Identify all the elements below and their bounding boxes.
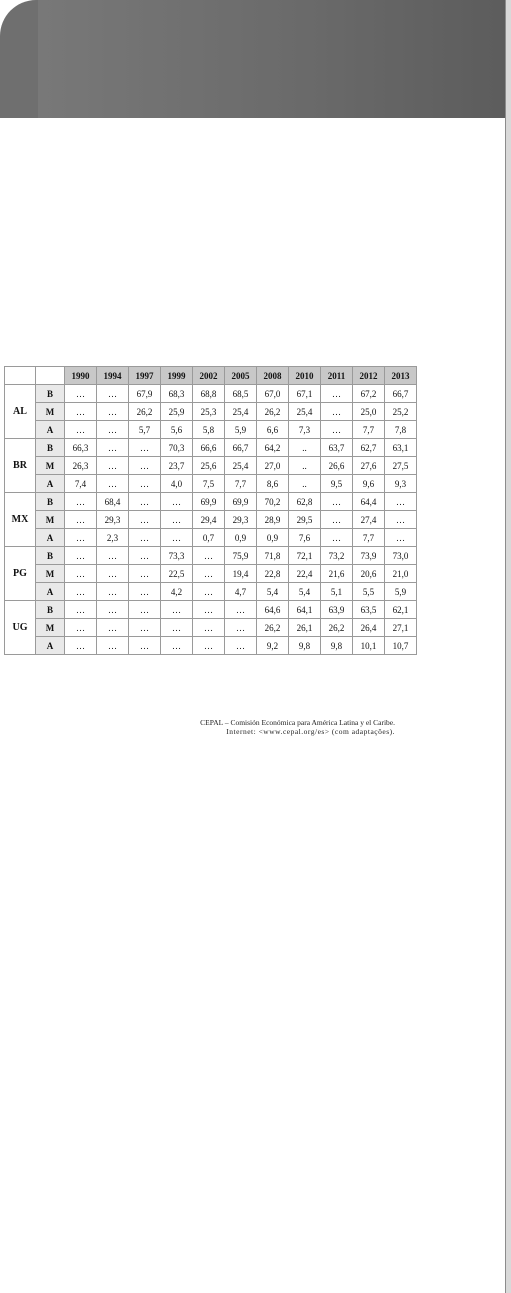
value-cell: …: [97, 403, 129, 421]
value-cell: 68,3: [161, 385, 193, 403]
value-cell: 9,6: [353, 475, 385, 493]
value-cell: …: [321, 529, 353, 547]
table-row: [5, 637, 417, 655]
value-cell: …: [65, 619, 97, 637]
table-row: [5, 619, 417, 637]
data-table: [4, 366, 417, 655]
value-cell: 26,2: [129, 403, 161, 421]
value-cell: 25,4: [225, 457, 257, 475]
value-cell: 0,9: [225, 529, 257, 547]
value-cell: 9,5: [321, 475, 353, 493]
source-line-1: CEPAL – Comisión Económica para América Latina y el Caribe.: [200, 718, 395, 727]
year-header: 1994: [97, 367, 129, 385]
table-row: [5, 421, 417, 439]
header-tab-corner: [0, 0, 38, 118]
value-cell: 29,3: [225, 511, 257, 529]
value-cell: 26,1: [289, 619, 321, 637]
table-body: [5, 385, 417, 655]
value-cell: 25,3: [193, 403, 225, 421]
value-cell: 5,5: [353, 583, 385, 601]
value-cell: …: [129, 439, 161, 457]
value-cell: 62,8: [289, 493, 321, 511]
value-cell: 5,9: [225, 421, 257, 439]
table-row: [5, 457, 417, 475]
value-cell: 20,6: [353, 565, 385, 583]
value-cell: …: [129, 511, 161, 529]
value-cell: ..: [289, 439, 321, 457]
value-cell: 7,7: [225, 475, 257, 493]
year-header: 2002: [193, 367, 225, 385]
value-cell: 23,7: [161, 457, 193, 475]
header-blank-cell: [5, 367, 36, 385]
value-cell: …: [129, 619, 161, 637]
value-cell: 22,5: [161, 565, 193, 583]
year-header: 2013: [385, 367, 417, 385]
level-label: M: [36, 403, 65, 421]
value-cell: …: [161, 619, 193, 637]
value-cell: 25,0: [353, 403, 385, 421]
value-cell: 0,9: [257, 529, 289, 547]
value-cell: …: [321, 403, 353, 421]
value-cell: 25,4: [289, 403, 321, 421]
table-row: [5, 439, 417, 457]
value-cell: …: [129, 457, 161, 475]
value-cell: 68,5: [225, 385, 257, 403]
level-label: B: [36, 439, 65, 457]
value-cell: …: [97, 619, 129, 637]
value-cell: 9,3: [385, 475, 417, 493]
value-cell: 26,2: [321, 619, 353, 637]
value-cell: 5,9: [385, 583, 417, 601]
value-cell: 9,8: [321, 637, 353, 655]
table-row: [5, 583, 417, 601]
value-cell: 25,9: [161, 403, 193, 421]
value-cell: …: [385, 493, 417, 511]
value-cell: 68,8: [193, 385, 225, 403]
value-cell: …: [193, 565, 225, 583]
value-cell: 73,3: [161, 547, 193, 565]
value-cell: …: [65, 547, 97, 565]
value-cell: …: [65, 637, 97, 655]
value-cell: 26,2: [257, 403, 289, 421]
value-cell: 26,3: [65, 457, 97, 475]
level-label: A: [36, 421, 65, 439]
value-cell: 73,2: [321, 547, 353, 565]
value-cell: ..: [289, 457, 321, 475]
header-blank-cell: [36, 367, 65, 385]
value-cell: 63,1: [385, 439, 417, 457]
value-cell: …: [161, 529, 193, 547]
value-cell: 19,4: [225, 565, 257, 583]
value-cell: 28,9: [257, 511, 289, 529]
value-cell: …: [65, 565, 97, 583]
year-header: 1990: [65, 367, 97, 385]
value-cell: …: [129, 637, 161, 655]
level-label: B: [36, 493, 65, 511]
value-cell: 63,9: [321, 601, 353, 619]
value-cell: 70,3: [161, 439, 193, 457]
value-cell: 7,7: [353, 421, 385, 439]
table-row: [5, 547, 417, 565]
value-cell: …: [129, 565, 161, 583]
value-cell: 6,6: [257, 421, 289, 439]
region-label: PG: [5, 547, 36, 601]
value-cell: …: [65, 493, 97, 511]
value-cell: …: [65, 583, 97, 601]
value-cell: …: [129, 601, 161, 619]
value-cell: 7,4: [65, 475, 97, 493]
value-cell: …: [225, 601, 257, 619]
region-label: AL: [5, 385, 36, 439]
level-label: B: [36, 601, 65, 619]
value-cell: 67,2: [353, 385, 385, 403]
value-cell: 0,7: [193, 529, 225, 547]
value-cell: 21,6: [321, 565, 353, 583]
value-cell: …: [385, 529, 417, 547]
value-cell: 64,6: [257, 601, 289, 619]
source-line-2: Internet: <www.cepal.org/es> (com adaptações).: [226, 727, 395, 736]
value-cell: …: [97, 637, 129, 655]
page-edge-strip: [505, 0, 511, 1293]
value-cell: …: [193, 637, 225, 655]
value-cell: 73,9: [353, 547, 385, 565]
value-cell: …: [193, 547, 225, 565]
value-cell: …: [161, 493, 193, 511]
value-cell: 63,5: [353, 601, 385, 619]
value-cell: …: [97, 421, 129, 439]
value-cell: 67,9: [129, 385, 161, 403]
value-cell: …: [161, 511, 193, 529]
value-cell: …: [193, 619, 225, 637]
value-cell: 64,4: [353, 493, 385, 511]
value-cell: 7,8: [385, 421, 417, 439]
region-label: MX: [5, 493, 36, 547]
value-cell: 26,2: [257, 619, 289, 637]
year-header: 2012: [353, 367, 385, 385]
value-cell: 27,6: [353, 457, 385, 475]
value-cell: …: [97, 475, 129, 493]
value-cell: 26,6: [321, 457, 353, 475]
value-cell: …: [97, 583, 129, 601]
value-cell: 7,6: [289, 529, 321, 547]
value-cell: …: [65, 403, 97, 421]
level-label: A: [36, 475, 65, 493]
region-label: UG: [5, 601, 36, 655]
value-cell: …: [129, 547, 161, 565]
value-cell: …: [97, 439, 129, 457]
value-cell: 9,8: [289, 637, 321, 655]
value-cell: 4,0: [161, 475, 193, 493]
value-cell: …: [65, 385, 97, 403]
value-cell: 7,7: [353, 529, 385, 547]
value-cell: …: [97, 547, 129, 565]
value-cell: 64,2: [257, 439, 289, 457]
value-cell: 9,2: [257, 637, 289, 655]
value-cell: …: [129, 529, 161, 547]
value-cell: …: [321, 385, 353, 403]
value-cell: 72,1: [289, 547, 321, 565]
value-cell: 27,5: [385, 457, 417, 475]
level-label: M: [36, 619, 65, 637]
table-row: [5, 565, 417, 583]
table-row: [5, 511, 417, 529]
year-header: 2011: [321, 367, 353, 385]
level-label: B: [36, 385, 65, 403]
value-cell: 10,1: [353, 637, 385, 655]
year-header: 2010: [289, 367, 321, 385]
value-cell: …: [225, 619, 257, 637]
value-cell: 64,1: [289, 601, 321, 619]
value-cell: 22,8: [257, 565, 289, 583]
value-cell: 26,4: [353, 619, 385, 637]
value-cell: 7,5: [193, 475, 225, 493]
value-cell: …: [97, 385, 129, 403]
table-row: [5, 385, 417, 403]
value-cell: 66,7: [225, 439, 257, 457]
year-header: 1999: [161, 367, 193, 385]
value-cell: …: [65, 601, 97, 619]
value-cell: 5,8: [193, 421, 225, 439]
value-cell: …: [321, 421, 353, 439]
value-cell: 29,4: [193, 511, 225, 529]
value-cell: 5,6: [161, 421, 193, 439]
value-cell: …: [97, 601, 129, 619]
value-cell: …: [129, 475, 161, 493]
value-cell: …: [97, 565, 129, 583]
value-cell: …: [321, 511, 353, 529]
value-cell: 27,4: [353, 511, 385, 529]
value-cell: 10,7: [385, 637, 417, 655]
value-cell: 27,0: [257, 457, 289, 475]
level-label: M: [36, 457, 65, 475]
value-cell: 69,9: [225, 493, 257, 511]
value-cell: 2,3: [97, 529, 129, 547]
value-cell: 75,9: [225, 547, 257, 565]
level-label: M: [36, 565, 65, 583]
value-cell: 73,0: [385, 547, 417, 565]
value-cell: …: [321, 493, 353, 511]
value-cell: 69,9: [193, 493, 225, 511]
value-cell: 27,1: [385, 619, 417, 637]
header-band: [0, 0, 511, 118]
value-cell: …: [97, 457, 129, 475]
year-header: 1997: [129, 367, 161, 385]
value-cell: 71,8: [257, 547, 289, 565]
value-cell: 62,1: [385, 601, 417, 619]
table-header-row: [5, 367, 417, 385]
value-cell: …: [65, 511, 97, 529]
value-cell: …: [65, 421, 97, 439]
value-cell: …: [385, 511, 417, 529]
year-header: 2005: [225, 367, 257, 385]
value-cell: 22,4: [289, 565, 321, 583]
value-cell: …: [225, 637, 257, 655]
table-row: [5, 493, 417, 511]
table-row: [5, 475, 417, 493]
value-cell: 62,7: [353, 439, 385, 457]
value-cell: 67,0: [257, 385, 289, 403]
table-row: [5, 601, 417, 619]
value-cell: 4,7: [225, 583, 257, 601]
value-cell: 66,3: [65, 439, 97, 457]
value-cell: 66,7: [385, 385, 417, 403]
value-cell: …: [65, 529, 97, 547]
region-label: BR: [5, 439, 36, 493]
level-label: A: [36, 637, 65, 655]
table-row: [5, 529, 417, 547]
value-cell: 70,2: [257, 493, 289, 511]
value-cell: 25,4: [225, 403, 257, 421]
value-cell: 25,2: [385, 403, 417, 421]
value-cell: 67,1: [289, 385, 321, 403]
value-cell: 66,6: [193, 439, 225, 457]
value-cell: 29,3: [97, 511, 129, 529]
level-label: M: [36, 511, 65, 529]
value-cell: 25,6: [193, 457, 225, 475]
value-cell: 7,3: [289, 421, 321, 439]
value-cell: 5,4: [257, 583, 289, 601]
value-cell: 63,7: [321, 439, 353, 457]
level-label: A: [36, 529, 65, 547]
value-cell: …: [161, 601, 193, 619]
value-cell: 8,6: [257, 475, 289, 493]
level-label: A: [36, 583, 65, 601]
value-cell: …: [193, 583, 225, 601]
value-cell: …: [161, 637, 193, 655]
value-cell: 5,7: [129, 421, 161, 439]
level-label: B: [36, 547, 65, 565]
value-cell: …: [129, 583, 161, 601]
value-cell: 68,4: [97, 493, 129, 511]
value-cell: ..: [289, 475, 321, 493]
value-cell: 21,0: [385, 565, 417, 583]
value-cell: …: [129, 493, 161, 511]
value-cell: …: [193, 601, 225, 619]
value-cell: 5,4: [289, 583, 321, 601]
year-header: 2008: [257, 367, 289, 385]
value-cell: 4,2: [161, 583, 193, 601]
value-cell: 5,1: [321, 583, 353, 601]
table-row: [5, 403, 417, 421]
value-cell: 29,5: [289, 511, 321, 529]
source-citation: [160, 718, 395, 736]
